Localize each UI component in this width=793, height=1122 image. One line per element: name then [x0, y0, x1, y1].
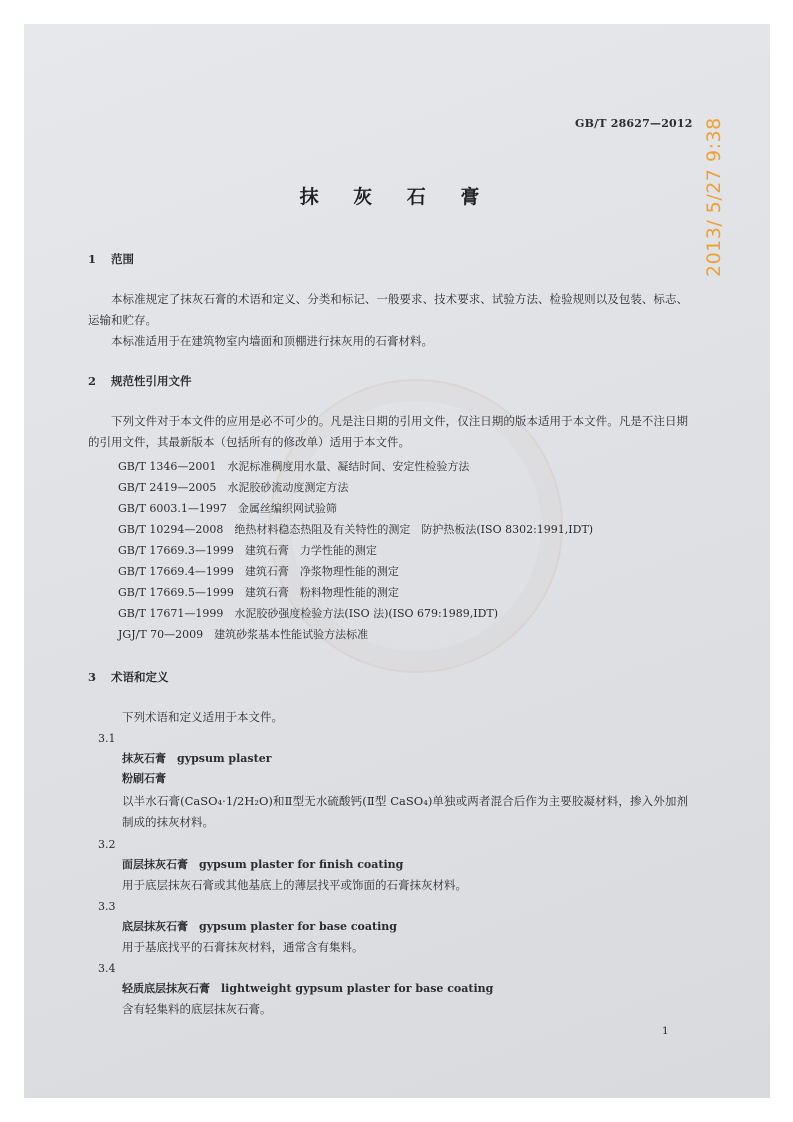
- reference-item: GB/T 17669.4—1999 建筑石膏 净浆物理性能的测定: [118, 565, 399, 578]
- reference-item: JGJ/T 70—2009 建筑砂浆基本性能试验方法标准: [118, 628, 369, 641]
- term-number: 3.3: [98, 900, 116, 913]
- camera-date-stamp-text: 2013/ 5/27 9:38: [703, 117, 725, 277]
- reference-item: GB/T 2419—2005 水泥胶砂流动度测定方法: [118, 481, 349, 494]
- section-1-heading: 范围: [111, 252, 134, 266]
- reference-item: GB/T 17671—1999 水泥胶砂强度检验方法(ISO 法)(ISO 679:1989,IDT): [118, 607, 499, 620]
- reference-item: GB/T 6003.1—1997 金属丝编织网试验筛: [118, 502, 337, 515]
- section-2-number: 2: [88, 374, 97, 388]
- reference-item: GB/T 1346—2001 水泥标准稠度用水量、凝结时间、安定性检验方法: [118, 460, 470, 473]
- standard-number: GB/T 28627—2012: [575, 117, 693, 130]
- section-1-paragraph-2: 本标准适用于在建筑物室内墙面和顶棚进行抹灰用的石膏材料。: [111, 334, 433, 348]
- section-1-number: 1: [88, 252, 97, 266]
- term-alternate: 粉刷石膏: [122, 772, 166, 785]
- term-definition: 含有轻集料的底层抹灰石膏。: [122, 1002, 272, 1016]
- page-number: 1: [662, 1025, 669, 1037]
- term-number: 3.2: [98, 838, 116, 851]
- section-2-intro: 下列文件对于本文件的应用是必不可少的。凡是注日期的引用文件，仅注日期的版本适用于本文件。凡是不注日期的引用文件，其最新版本（包括所有的修改单）适用于本文件。: [88, 414, 688, 449]
- section-3-intro: 下列术语和定义适用于本文件。: [122, 710, 283, 724]
- section-3-number: 3: [88, 670, 97, 684]
- term-number: 3.4: [98, 962, 116, 975]
- term-definition: 用于基底找平的石膏抹灰材料，通常含有集料。: [122, 940, 364, 954]
- camera-date-stamp: [700, 80, 730, 280]
- section-2-heading: 规范性引用文件: [111, 374, 192, 388]
- section-3-heading: 术语和定义: [111, 670, 169, 684]
- reference-item: GB/T 10294—2008 绝热材料稳态热阻及有关特性的测定 防护热板法(ISO 8302:1991,IDT): [118, 523, 594, 536]
- document-title: 抹 灰 石 膏: [299, 186, 494, 208]
- term-title: 轻质底层抹灰石膏 lightweight gypsum plaster for base coating: [122, 982, 494, 995]
- term-number: 3.1: [98, 732, 116, 745]
- term-definition: 用于底层抹灰石膏或其他基底上的薄层找平或饰面的石膏抹灰材料。: [122, 878, 467, 892]
- section-1-paragraph-1: 本标准规定了抹灰石膏的术语和定义、分类和标记、一般要求、技术要求、试验方法、检验规则以及包装、标志、运输和贮存。: [88, 292, 688, 327]
- term-title: 抹灰石膏 gypsum plaster: [122, 752, 272, 765]
- term-title: 面层抹灰石膏 gypsum plaster for finish coating: [122, 858, 404, 871]
- reference-item: GB/T 17669.3—1999 建筑石膏 力学性能的测定: [118, 544, 377, 557]
- term-title: 底层抹灰石膏 gypsum plaster for base coating: [122, 920, 397, 933]
- term-definition: 以半水石膏(CaSO₄·1/2H₂O)和Ⅱ型无水硫酸钙(Ⅱ型 CaSO₄)单独或两者混合后作为主要胶凝材料，掺入外加剂制成的抹灰材料。: [122, 794, 688, 829]
- reference-item: GB/T 17669.5—1999 建筑石膏 粉料物理性能的测定: [118, 586, 399, 599]
